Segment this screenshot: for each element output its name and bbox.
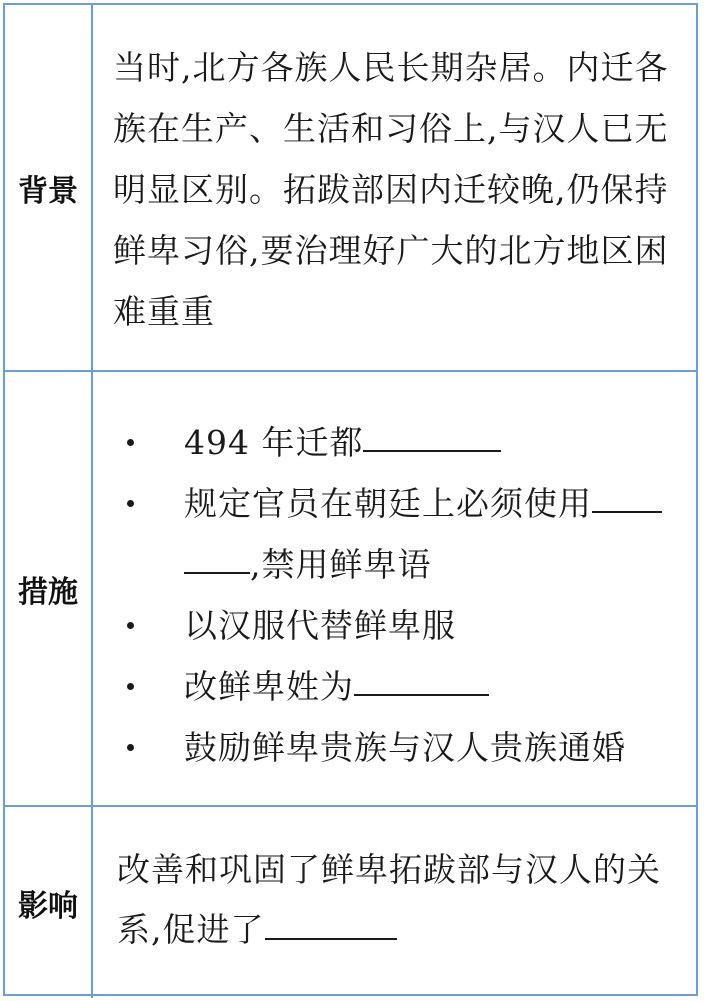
background-label: 背景 [5,5,93,370]
measure-item-clothing [93,595,696,656]
background-cell [93,5,696,370]
bullet-icon [127,683,134,690]
blank-surname [354,656,489,696]
measures-list [93,412,696,778]
measure-text-language: 规定官员在朝廷上必须使用 [184,484,592,523]
background-text: 当时,北方各族人民长期杂居。内迁各族在生产、生活和习俗上,与汉人已无明显区别。拓跋部因内迁较晚,仍保持鲜卑习俗,要治理好广大的北方地区困难重重 [113,48,669,331]
impact-cell [93,807,696,998]
impact-paragraph [117,840,697,960]
measure-text-language-tail: ,禁用鲜卑语 [250,545,432,584]
bullet-icon [127,744,134,751]
blank-capital [363,412,501,452]
measure-item-marriage [93,717,696,778]
bullet-icon [127,622,134,629]
background-row [5,5,696,372]
measure-item-capital [93,412,696,473]
impact-text: 改善和巩固了鲜卑拓跋部与汉人的关系,促进了 [117,850,661,949]
measure-text-clothing: 以汉服代替鲜卑服 [184,606,456,645]
measure-text-surname: 改鲜卑姓为 [184,667,354,706]
measure-text-capital: 494 年迁都 [184,423,364,462]
blank-language [592,473,662,513]
impact-label: 影响 [5,807,93,998]
measures-row [5,372,696,807]
reform-table [3,3,698,996]
measures-label: 措施 [5,372,93,805]
bullet-icon [127,500,134,507]
impact-row [5,807,696,998]
measure-text-marriage: 鼓励鲜卑贵族与汉人贵族通婚 [184,728,626,767]
measure-item-language [93,473,696,595]
measure-item-surname [93,656,696,717]
measures-cell [93,372,696,805]
blank-language-cont [184,534,250,574]
bullet-icon [127,439,134,446]
blank-impact [265,900,397,940]
